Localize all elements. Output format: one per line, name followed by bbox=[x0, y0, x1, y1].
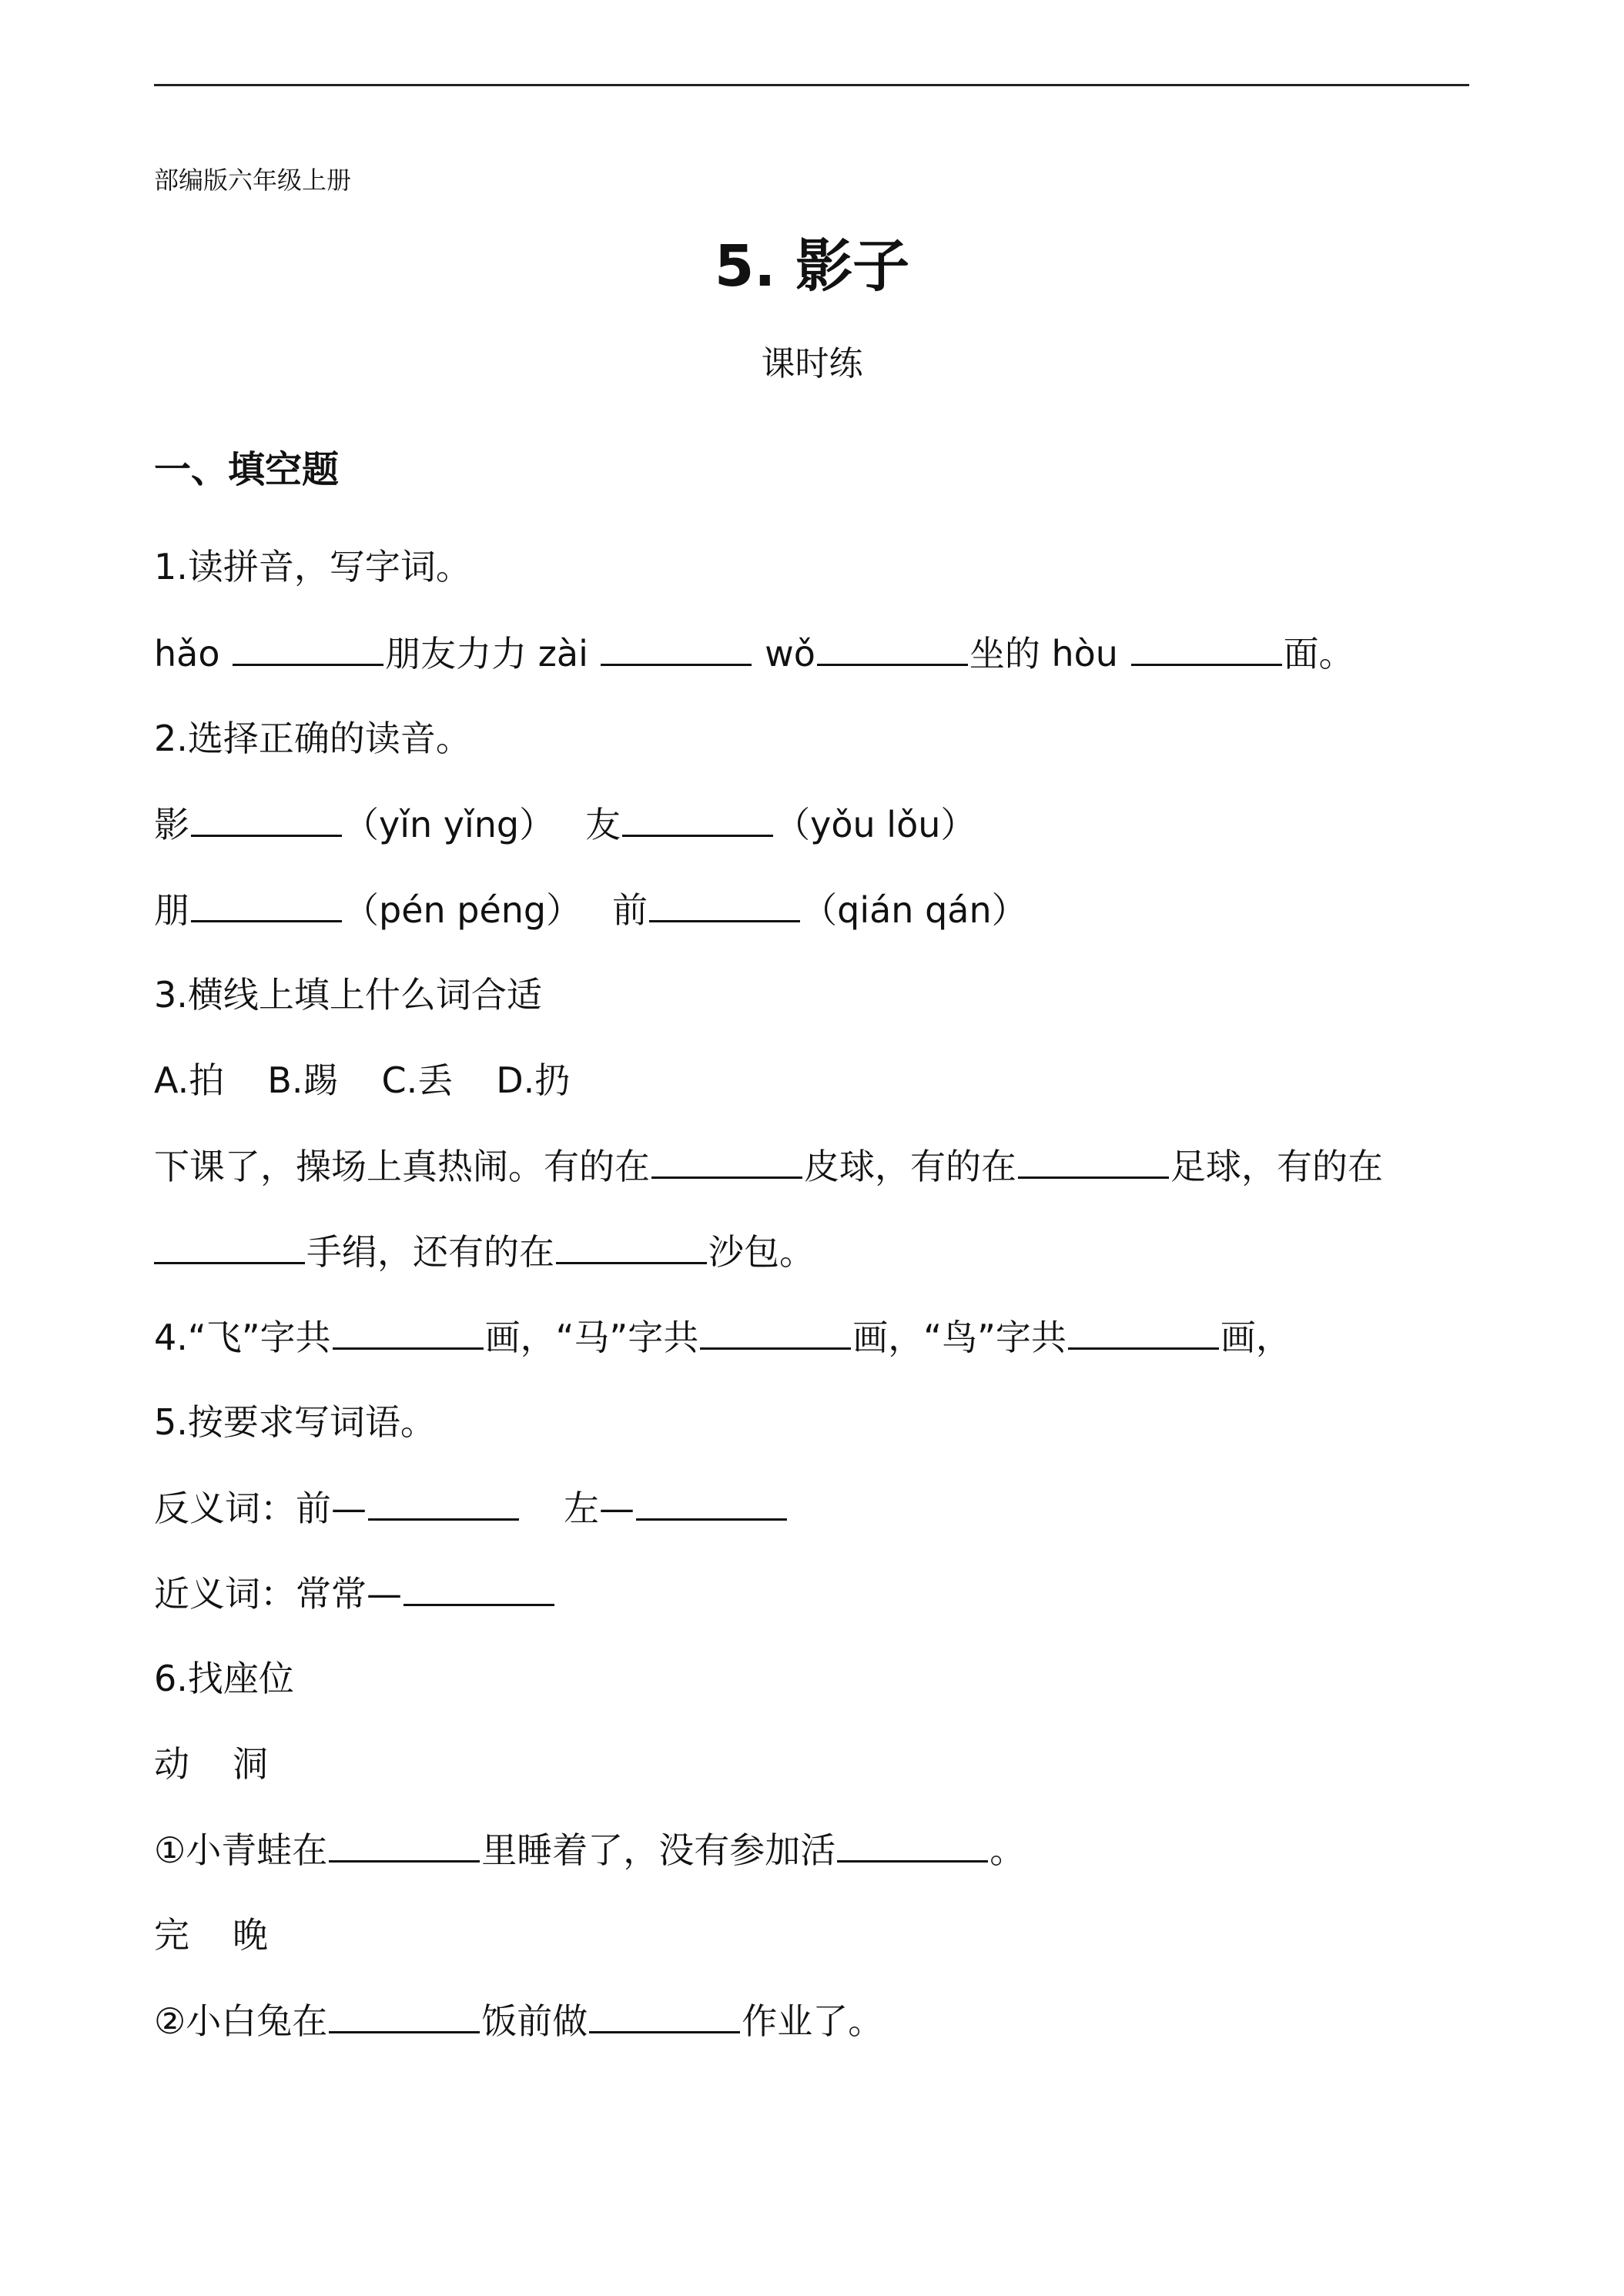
answer-blank[interactable] bbox=[601, 630, 752, 666]
answer-blank[interactable] bbox=[1068, 1314, 1219, 1350]
answer-blank[interactable] bbox=[700, 1314, 851, 1350]
q5-synonym-label: 近义词：常常— bbox=[154, 1573, 402, 1615]
answer-blank[interactable] bbox=[1018, 1143, 1169, 1179]
page-subtitle: 课时练 bbox=[761, 344, 863, 383]
q3-sentence-2 bbox=[154, 1228, 815, 1275]
section-heading: 一、填空题 bbox=[154, 448, 340, 491]
q4-text-3: 画，“鸟”字共 bbox=[852, 1317, 1066, 1358]
q1-text-2: 朋友力力 zài bbox=[385, 633, 600, 674]
q6-sentence-2 bbox=[154, 1997, 883, 2044]
q5-antonym-second: 左— bbox=[564, 1488, 635, 1529]
q2-options-3: （pén péng） bbox=[343, 889, 582, 931]
answer-blank[interactable] bbox=[191, 801, 342, 837]
q5-prompt: 5.按要求写词语。 bbox=[154, 1401, 436, 1443]
q1-text-5: 面。 bbox=[1283, 633, 1354, 674]
page-title: 5. 影子 bbox=[714, 233, 910, 300]
answer-blank[interactable] bbox=[191, 886, 342, 922]
answer-blank[interactable] bbox=[368, 1484, 519, 1521]
q6-s1-text-3: 。 bbox=[989, 1829, 1026, 1871]
q6-s1-text-2: 里睡着了，没有参加活 bbox=[481, 1829, 836, 1871]
q6-pair1-char-1: 动 bbox=[154, 1743, 189, 1785]
q2-line-2 bbox=[154, 886, 1027, 933]
q6-s2-text-2: 饭前做 bbox=[481, 2000, 588, 2042]
q2-char-1: 影 bbox=[154, 804, 189, 845]
q5-antonym-line bbox=[154, 1484, 789, 1531]
q3-text-2: 皮球，有的在 bbox=[804, 1146, 1016, 1187]
q6-s1-text-1: ①小青蛙在 bbox=[154, 1829, 328, 1871]
q3-text-5: 沙包。 bbox=[708, 1231, 815, 1273]
q2-char-4: 前 bbox=[612, 889, 648, 931]
q3-options bbox=[154, 1057, 570, 1103]
answer-blank[interactable] bbox=[556, 1228, 707, 1264]
q4-text-2: 画，“马”字共 bbox=[484, 1317, 699, 1358]
q5-synonym-line bbox=[154, 1570, 556, 1617]
q1-text-1: hǎo bbox=[154, 633, 232, 674]
q1-text-3: wǒ bbox=[753, 633, 815, 674]
q2-options-2: （yǒu lǒu） bbox=[775, 804, 976, 845]
answer-blank[interactable] bbox=[649, 886, 800, 922]
q6-pair2-char-2: 晚 bbox=[233, 1914, 268, 1956]
answer-blank[interactable] bbox=[333, 1314, 484, 1350]
edition-label: 部编版六年级上册 bbox=[154, 166, 352, 195]
q1-line bbox=[154, 630, 1354, 677]
answer-blank[interactable] bbox=[837, 1826, 988, 1863]
answer-blank[interactable] bbox=[403, 1570, 554, 1606]
q6-s2-text-1: ②小白兔在 bbox=[154, 2000, 328, 2042]
q2-char-2: 友 bbox=[585, 804, 621, 845]
answer-blank[interactable] bbox=[329, 1826, 480, 1863]
q3-text-1: 下课了，操场上真热闹。有的在 bbox=[154, 1146, 650, 1187]
answer-blank[interactable] bbox=[622, 801, 773, 837]
q6-s2-text-3: 作业了。 bbox=[742, 2000, 884, 2042]
q4-line bbox=[154, 1314, 1291, 1361]
q6-sentence-1 bbox=[154, 1826, 1025, 1873]
q6-pair2-char-1: 完 bbox=[154, 1914, 189, 1956]
q2-char-3: 朋 bbox=[154, 889, 189, 931]
q1-text-4: 坐的 hòu bbox=[969, 633, 1130, 674]
q2-options-4: （qián qán） bbox=[802, 889, 1027, 931]
q6-pair-2 bbox=[154, 1912, 268, 1958]
answer-blank[interactable] bbox=[233, 630, 383, 666]
q3-option-a: A.拍 bbox=[154, 1059, 225, 1101]
q4-text-4: 画， bbox=[1220, 1317, 1291, 1358]
q4-text-1: 4.“飞”字共 bbox=[154, 1317, 331, 1358]
q1-prompt: 1.读拼音，写字词。 bbox=[154, 546, 471, 587]
q3-sentence-1 bbox=[154, 1143, 1383, 1190]
answer-blank[interactable] bbox=[589, 1997, 740, 2033]
q5-antonym-label: 反义词：前— bbox=[154, 1488, 367, 1529]
q3-text-4: 手绢，还有的在 bbox=[306, 1231, 554, 1273]
q6-prompt: 6.找座位 bbox=[154, 1658, 294, 1699]
q6-pair-1 bbox=[154, 1741, 268, 1787]
q3-prompt: 3.横线上填上什么词合适 bbox=[154, 974, 542, 1016]
answer-blank[interactable] bbox=[651, 1143, 802, 1179]
header-rule bbox=[154, 84, 1469, 86]
q2-options-1: （yǐn yǐng） bbox=[343, 804, 555, 845]
q2-line-1 bbox=[154, 801, 976, 848]
q3-option-d: D.扔 bbox=[496, 1059, 571, 1101]
answer-blank[interactable] bbox=[329, 1997, 480, 2033]
q3-option-b: B.踢 bbox=[267, 1059, 339, 1101]
q2-prompt: 2.选择正确的读音。 bbox=[154, 718, 471, 759]
answer-blank[interactable] bbox=[636, 1484, 787, 1521]
answer-blank[interactable] bbox=[154, 1228, 305, 1264]
q3-option-c: C.丢 bbox=[381, 1059, 454, 1101]
q3-text-3: 足球，有的在 bbox=[1170, 1146, 1383, 1187]
q6-pair1-char-2: 洞 bbox=[233, 1743, 268, 1785]
answer-blank[interactable] bbox=[1131, 630, 1282, 666]
answer-blank[interactable] bbox=[817, 630, 968, 666]
